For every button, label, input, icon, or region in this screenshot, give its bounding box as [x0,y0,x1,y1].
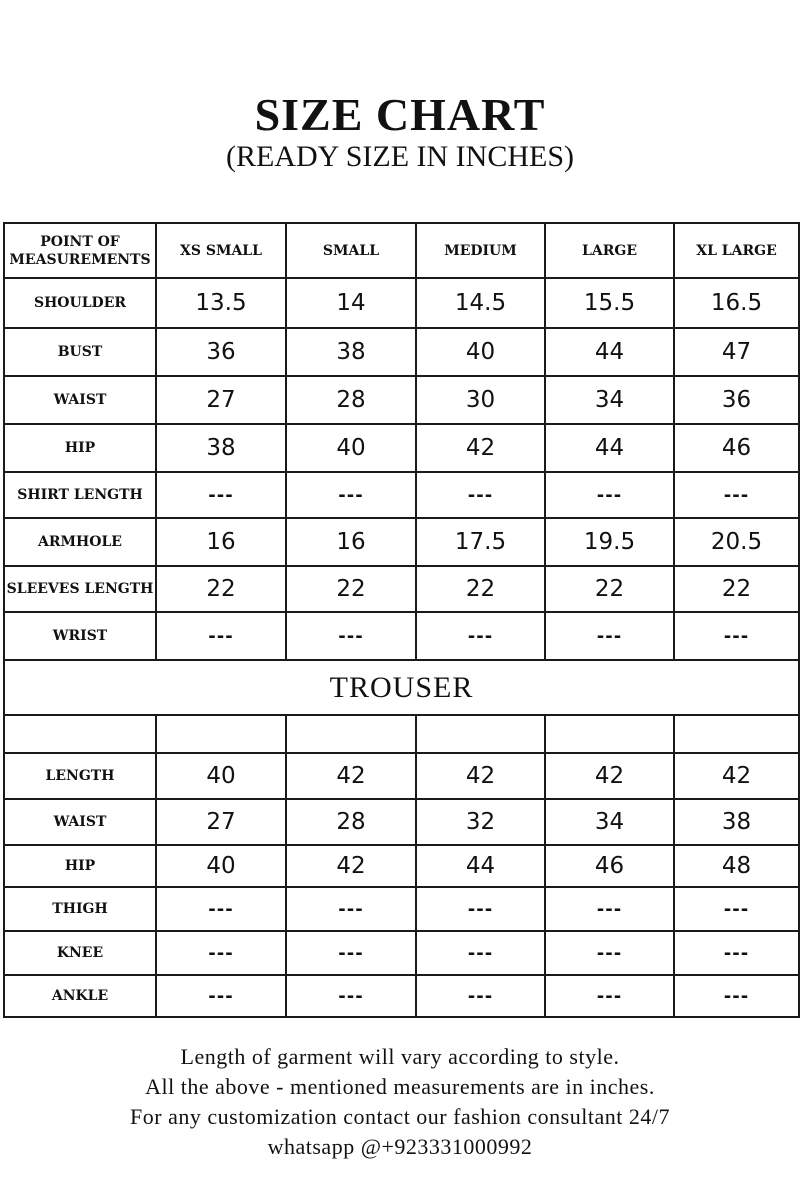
table-cell: 40 [156,753,286,799]
page-subtitle: (READY SIZE IN INCHES) [225,140,575,173]
table-row [4,328,799,376]
table-cell: --- [286,612,416,660]
header-size-xl-large: XL LARGE [674,223,799,278]
row-label: SLEEVES LENGTH [4,566,156,612]
table-cell: --- [545,975,674,1017]
footer-notes [0,1042,800,1162]
empty-cell [416,715,545,753]
table-cell: --- [156,612,286,660]
table-cell: 42 [416,424,545,472]
row-label: LENGTH [4,753,156,799]
footer-line: Length of garment will vary according to style. [180,1044,620,1069]
header-size-medium: MEDIUM [416,223,545,278]
empty-cell [545,715,674,753]
footer-whatsapp-contact: whatsapp @+923331000992 [267,1134,533,1159]
table-row [4,518,799,566]
empty-cell [156,715,286,753]
size-chart-table [3,222,800,1018]
table-cell: 34 [545,799,674,845]
table-row [4,931,799,975]
table-cell: 42 [286,845,416,887]
table-cell: 22 [545,566,674,612]
row-label: THIGH [4,887,156,931]
empty-row [4,715,799,753]
row-label: SHOULDER [4,278,156,328]
table-cell: --- [545,887,674,931]
table-cell: 46 [545,845,674,887]
table-row [4,566,799,612]
table-cell: 30 [416,376,545,424]
table-cell: 38 [156,424,286,472]
section-row [4,660,799,715]
table-cell: --- [156,887,286,931]
row-label: HIP [4,424,156,472]
table-row [4,887,799,931]
table-cell: 13.5 [156,278,286,328]
table-row [4,753,799,799]
header-row [4,223,799,278]
table-cell: --- [286,472,416,518]
table-cell: --- [156,931,286,975]
row-label: KNEE [4,931,156,975]
table-cell: --- [545,931,674,975]
table-cell: 14.5 [416,278,545,328]
header-size-small: SMALL [286,223,416,278]
table-cell: 44 [416,845,545,887]
table-cell: --- [416,612,545,660]
row-label: ARMHOLE [4,518,156,566]
header-size-xs-small: XS SMALL [156,223,286,278]
table-cell: 38 [674,799,799,845]
table-cell: 28 [286,376,416,424]
table-row [4,424,799,472]
table-cell: 27 [156,376,286,424]
table-cell: 38 [286,328,416,376]
table-cell: 16.5 [674,278,799,328]
table-cell: 40 [156,845,286,887]
table-cell: --- [286,931,416,975]
table-cell: 20.5 [674,518,799,566]
table-cell: 42 [416,753,545,799]
table-cell: 19.5 [545,518,674,566]
table-cell: --- [674,612,799,660]
table-cell: --- [416,472,545,518]
row-label: WRIST [4,612,156,660]
table-cell: 44 [545,328,674,376]
table-cell: --- [156,975,286,1017]
table-cell: --- [416,931,545,975]
table-cell: --- [545,472,674,518]
table-cell: 22 [156,566,286,612]
table-cell: 28 [286,799,416,845]
table-row [4,845,799,887]
table-cell: --- [674,472,799,518]
table-cell: 36 [156,328,286,376]
table-cell: 47 [674,328,799,376]
table-row [4,472,799,518]
table-cell: 16 [156,518,286,566]
table-row [4,612,799,660]
table-cell: 42 [674,753,799,799]
row-label: SHIRT LENGTH [4,472,156,518]
table-cell: 17.5 [416,518,545,566]
table-cell: 22 [416,566,545,612]
table-cell: 15.5 [545,278,674,328]
table-cell: 42 [545,753,674,799]
table-cell: 22 [674,566,799,612]
empty-cell [286,715,416,753]
table-cell: 46 [674,424,799,472]
footer-line: All the above - mentioned measurements are in inches. [145,1074,655,1099]
table-cell: 36 [674,376,799,424]
table-row [4,278,799,328]
trouser-section-title: TROUSER [4,660,799,715]
table-cell: 48 [674,845,799,887]
table-row [4,799,799,845]
table-cell: 40 [286,424,416,472]
row-label: ANKLE [4,975,156,1017]
table-cell: 44 [545,424,674,472]
table-cell: 40 [416,328,545,376]
table-cell: 14 [286,278,416,328]
table-cell: --- [416,887,545,931]
empty-cell [4,715,156,753]
row-label: HIP [4,845,156,887]
table-cell: 32 [416,799,545,845]
row-label: WAIST [4,799,156,845]
table-cell: 42 [286,753,416,799]
row-label: WAIST [4,376,156,424]
footer-line: For any customization contact our fashion consultant 24/7 [130,1104,670,1129]
row-label: BUST [4,328,156,376]
table-cell: --- [545,612,674,660]
table-cell: --- [286,887,416,931]
header-point-of-measurements: POINT OF MEASUREMENTS [4,223,156,278]
empty-cell [674,715,799,753]
table-cell: --- [674,975,799,1017]
table-row [4,376,799,424]
page-title: SIZE CHART [254,89,546,140]
table-row [4,975,799,1017]
table-cell: --- [416,975,545,1017]
table-cell: --- [156,472,286,518]
table-cell: 22 [286,566,416,612]
table-cell: 27 [156,799,286,845]
header-size-large: LARGE [545,223,674,278]
table-cell: --- [674,931,799,975]
table-cell: 16 [286,518,416,566]
table-cell: 34 [545,376,674,424]
table-cell: --- [286,975,416,1017]
table-cell: --- [674,887,799,931]
